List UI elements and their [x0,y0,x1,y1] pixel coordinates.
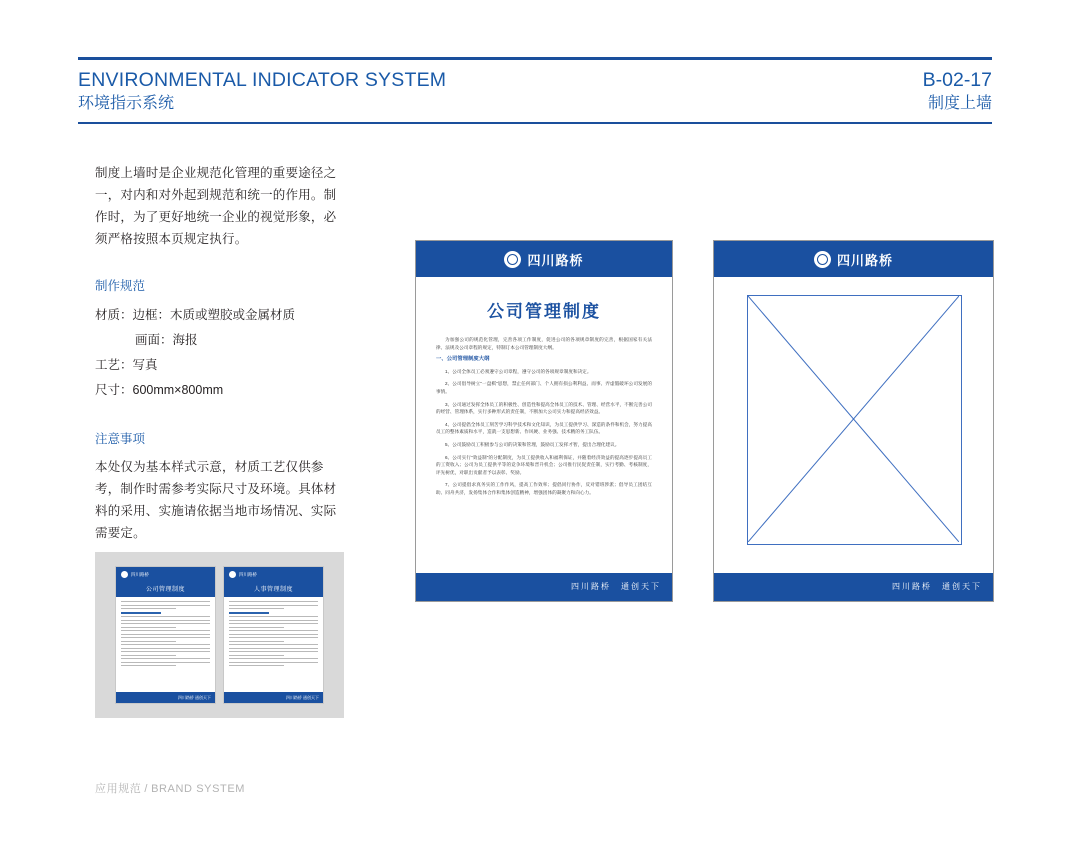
footer-notch-icon [159,688,173,692]
footer-notch-icon [839,564,869,573]
spec-section-title: 制作规范 [95,279,146,293]
poster-paragraph: 4、公司提倡全体员工刻苦学习科学技术和文化知识，为员工提供学习、深造的条件和机会，努力提高员工的整体素质和水平，造就一支思想新、作风硬、业务强、技术精的务工队伍。 [436,421,652,435]
image-placeholder-icon [747,295,962,545]
mini-board-1-logo-text: 四川路桥 [131,571,149,577]
intro-paragraph: 制度上墙时是企业规范化管理的重要途径之一，对内和对外起到规范和统一的作用。制作时，为了更好地统一企业的视觉形象，必须严格按照本页规定执行。 [95,166,337,246]
poster-slogan: 四川路桥 通创天下 [571,582,661,591]
company-logo-icon [814,251,831,268]
poster-paragraph: 3、公司通过发挥全体员工的积极性、创造性和提高全体员工的技术、管理、经营水平，不断完善公司的经营、管理体系，实行多种形式的责任制，不断加大公司实力和提高经济效益。 [436,401,652,415]
mini-board-2-footer [224,692,323,703]
note-section-title: 注意事项 [95,432,146,446]
header-top-rule [78,57,992,60]
mini-board-2 [223,566,324,704]
poster-paragraph: 为加强公司的规范化管理，完善各项工作制度，促进公司的各项规章制度的完善，根据国家有关法律、法规及公司章程的规定，特制订本公司管理制度大纲。 [436,337,652,350]
company-logo-icon [121,571,128,578]
page-title-cn: 环境指示系统 [78,95,175,112]
mini-board-1-body [116,597,215,692]
header-code-block [923,68,992,115]
mini-board-2-slogan: 四川路桥 通创天下 [285,694,319,700]
company-logo-icon [229,571,236,578]
poster-footer [714,573,993,601]
page-title-en: ENVIRONMENTAL INDICATOR SYSTEM [78,69,447,91]
poster-board-placeholder [713,240,994,602]
poster-slogan: 四川路桥 通创天下 [892,582,982,591]
footer-separator: / [144,783,149,795]
footer-notch-icon [529,564,559,573]
mini-board-2-header [224,567,323,581]
footer-notch-icon [267,688,281,692]
mini-board-2-logo-text: 四川路桥 [239,571,257,577]
poster-paragraph: 1、公司全体员工必须遵守公司章程，遵守公司的各项规章制度和决定。 [445,368,592,374]
application-photo [95,552,344,718]
spec-size: 尺寸：600mm×800mm [95,383,224,397]
poster-paragraph: 7、公司提倡求真务实的工作作风，提高工作效率；提倡同行协作，反对错班涉派；倡导员工团结互助、同舟共济，发扬集体合作和集体创造精神，增强团体的凝聚力和向心力。 [436,482,652,495]
mini-board-1 [115,566,216,704]
page-code: B-02-17 [922,69,992,91]
left-text-column [95,162,345,544]
note-paragraph: 本处仅为基本样式示意，材质工艺仅供参考，制作时需参考实际尺寸及环境。具体材料的采用、实施请依据当地市场情况、实际需要定。 [95,460,337,540]
poster-header [714,241,993,277]
poster-header [416,241,672,277]
header-bottom-rule [78,122,992,124]
header-title-block [78,68,446,115]
mini-board-1-header [116,567,215,581]
poster-paragraph: 6、公司实行"效益制"的分配制度，为员工提供收入和福利保证，并随着经济效益的提高逐步提高员工的工资收入；公司为员工提供平等的竞争环境和晋升机会；公司推行民促责任制，实行考勤、考核制度，评先树优，对职出贡献者予以表彰、奖励。 [436,454,652,475]
page-footer [95,780,245,796]
spec-material: 材质：边框：木质或塑胶或金属材质 [95,308,296,322]
poster-logo-text: 四川路桥 [836,252,893,268]
poster-body [416,322,672,497]
page-subtitle: 制度上墙 [927,95,992,112]
spec-process: 工艺：写真 [95,358,158,372]
mini-board-2-title: 人事管理制度 [224,581,323,597]
poster-paragraph: 2、公司倡导树立"一盘棋"思想，禁止任何部门、个人拥有损公利利益、而事、弄虚假破坏公司发展的事情。 [436,381,652,394]
poster-logo-text: 四川路桥 [527,252,584,268]
poster-board-content [415,240,673,602]
footer-label-en: BRAND SYSTEM [151,783,246,795]
poster-title: 公司管理制度 [487,302,601,321]
poster-paragraph: 5、公司鼓励员工积极参与公司的决策和管理，鼓励员工发挥才智，提出合理化建议。 [445,441,620,447]
company-logo-icon [504,251,521,268]
spec-material-secondary: 画面：海报 [135,333,198,347]
mini-board-1-slogan: 四川路桥 通创天下 [177,694,211,700]
footer-label-cn: 应用规范 [95,783,142,795]
poster-footer [416,573,672,601]
photo-boards-group [115,566,324,704]
mini-board-1-footer [116,692,215,703]
poster-paragraph-heading: 一、公司管理制度大纲 [436,356,490,363]
mini-board-2-body [224,597,323,692]
mini-board-1-title: 公司管理制度 [116,581,215,597]
